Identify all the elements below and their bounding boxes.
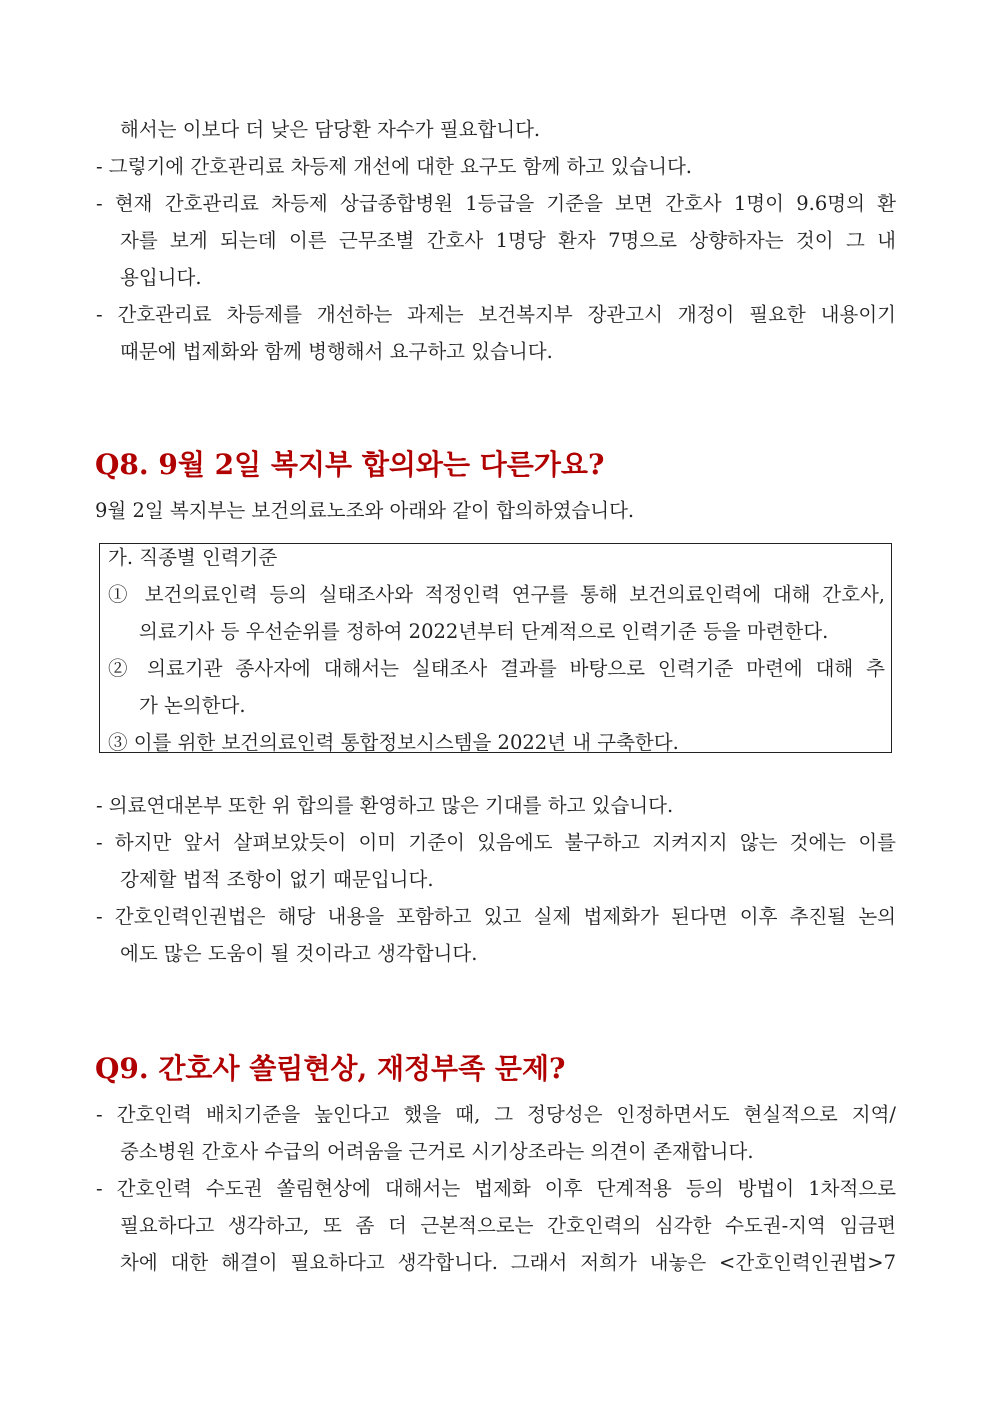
q8-bullet-2: - 하지만 앞서 살펴보았듯이 이미 기준이 있음에도 불구하고 지켜지지 않는 것에는 이를 bbox=[96, 831, 896, 854]
q9-bullet-1-cont: 중소병원 간호사 수급의 어려움을 근거로 시기상조라는 의견이 존재합니다. bbox=[120, 1140, 754, 1163]
intro-bullet-2: - 현재 간호관리료 차등제 상급종합병원 1등급을 기준을 보면 간호사 1명이 9.6명의 환 bbox=[96, 192, 896, 215]
q8-bullet-3-cont: 에도 많은 도움이 될 것이라고 생각합니다. bbox=[120, 942, 478, 965]
q8-bullet-1: - 의료연대본부 또한 위 합의를 환영하고 많은 기대를 하고 있습니다. bbox=[96, 794, 674, 817]
intro-bullet-3: - 간호관리료 차등제를 개선하는 과제는 보건복지부 장관고시 개정이 필요한 내용이기 bbox=[96, 303, 896, 326]
q9-bullet-2-end: 차에 대한 해결이 필요하다고 생각합니다. 그래서 저희가 내놓은 <간호인력인권법>7 bbox=[120, 1251, 896, 1274]
agreement-box bbox=[99, 543, 892, 753]
agreement-item-2: ② 의료기관 종사자에 대해서는 실태조사 결과를 바탕으로 인력기준 마련에 대해 추 bbox=[108, 657, 885, 680]
q8-intro: 9월 2일 복지부는 보건의료노조와 아래와 같이 합의하였습니다. bbox=[95, 499, 635, 522]
agreement-item-2-cont: 가 논의한다. bbox=[139, 694, 246, 717]
intro-bullet-2-cont: 자를 보게 되는데 이른 근무조별 간호사 1명당 환자 7명으로 상향하자는 것이 그 내 bbox=[120, 229, 896, 252]
q9-bullet-2: - 간호인력 수도권 쏠림현상에 대해서는 법제화 이후 단계적용 등의 방법이 1차적으로 bbox=[96, 1177, 896, 1200]
agreement-item-3: ③ 이를 위한 보건의료인력 통합정보시스템을 2022년 내 구축한다. bbox=[108, 731, 679, 754]
agreement-item-1: ① 보건의료인력 등의 실태조사와 적정인력 연구를 통해 보건의료인력에 대해 간호사, bbox=[108, 583, 885, 606]
agreement-box-heading: 가. 직종별 인력기준 bbox=[108, 546, 278, 569]
intro-bullet-1: - 그렇기에 간호관리료 차등제 개선에 대한 요구도 함께 하고 있습니다. bbox=[96, 155, 693, 178]
q9-heading: Q9. 간호사 쏠림현상, 재정부족 문제? bbox=[95, 1052, 566, 1085]
q9-bullet-1: - 간호인력 배치기준을 높인다고 했을 때, 그 정당성은 인정하면서도 현실적으로 지역/ bbox=[96, 1103, 896, 1126]
q9-bullet-2-cont: 필요하다고 생각하고, 또 좀 더 근본적으로는 간호인력의 심각한 수도권-지역 임금편 bbox=[120, 1214, 896, 1237]
q8-bullet-2-cont: 강제할 법적 조항이 없기 때문입니다. bbox=[120, 868, 434, 891]
agreement-item-1-cont: 의료기사 등 우선순위를 정하여 2022년부터 단계적으로 인력기준 등을 마련한다. bbox=[139, 620, 829, 643]
intro-bullet-3-cont: 때문에 법제화와 함께 병행해서 요구하고 있습니다. bbox=[120, 340, 553, 363]
intro-line-1: 해서는 이보다 더 낮은 담당환 자수가 필요합니다. bbox=[120, 118, 541, 141]
q8-bullet-3: - 간호인력인권법은 해당 내용을 포함하고 있고 실제 법제화가 된다면 이후 추진될 논의 bbox=[96, 905, 896, 928]
q8-heading: Q8. 9월 2일 복지부 합의와는 다른가요? bbox=[95, 448, 605, 481]
intro-bullet-2-end: 용입니다. bbox=[120, 266, 202, 289]
